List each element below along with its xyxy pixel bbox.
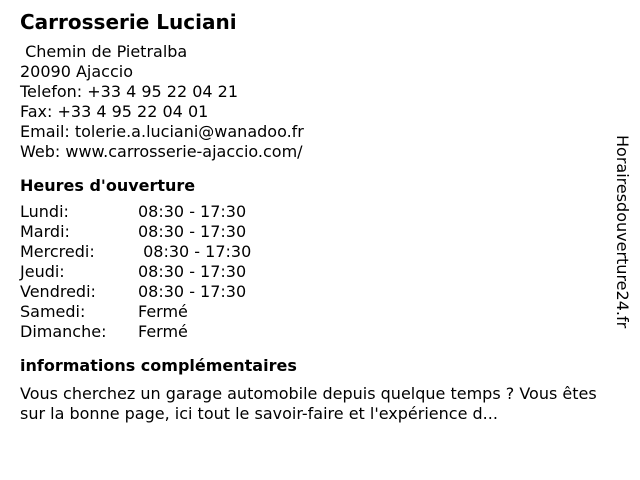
hours-day: Mercredi: (20, 242, 95, 261)
email-text: Email: tolerie.a.luciani@wanadoo.fr (20, 122, 304, 141)
info-title: informations complémentaires (20, 356, 297, 375)
hours-time: 08:30 - 17:30 (138, 222, 247, 241)
hours-row (20, 282, 610, 302)
address-street: Chemin de Pietralba (20, 42, 188, 61)
hours-row (20, 202, 610, 222)
business-name: Carrosserie Luciani (20, 10, 237, 34)
hours-row (20, 262, 610, 282)
phone-text: Telefon: +33 4 95 22 04 21 (20, 82, 239, 101)
hours-day: Jeudi: (20, 262, 65, 281)
address-city: 20090 Ajaccio (20, 62, 134, 81)
hours-time: 08:30 - 17:30 (138, 202, 247, 221)
opening-hours-title: Heures d'ouverture (20, 176, 196, 195)
web-text: Web: www.carrosserie-ajaccio.com/ (20, 142, 303, 161)
opening-hours-table (20, 202, 610, 342)
hours-day: Dimanche: (20, 322, 107, 341)
business-card (20, 10, 610, 424)
hours-row (20, 222, 610, 242)
hours-row (20, 242, 610, 262)
hours-row (20, 302, 610, 322)
hours-day: Samedi: (20, 302, 86, 321)
info-description: Vous cherchez un garage automobile depuis quelque temps ? Vous êtes sur la bonne page, ici tout le savoir-faire et l'expérience d... (20, 384, 597, 423)
hours-time: Fermé (138, 302, 188, 321)
hours-day: Vendredi: (20, 282, 96, 301)
hours-day: Lundi: (20, 202, 69, 221)
hours-time: 08:30 - 17:30 (138, 242, 252, 261)
fax-text: Fax: +33 4 95 22 04 01 (20, 102, 209, 121)
hours-day: Mardi: (20, 222, 70, 241)
side-brand-text: Horairesdouverture24.fr (613, 135, 632, 329)
hours-time: 08:30 - 17:30 (138, 262, 247, 281)
hours-time: 08:30 - 17:30 (138, 282, 247, 301)
contact-block (20, 42, 610, 162)
hours-row (20, 322, 610, 342)
hours-time: Fermé (138, 322, 188, 341)
